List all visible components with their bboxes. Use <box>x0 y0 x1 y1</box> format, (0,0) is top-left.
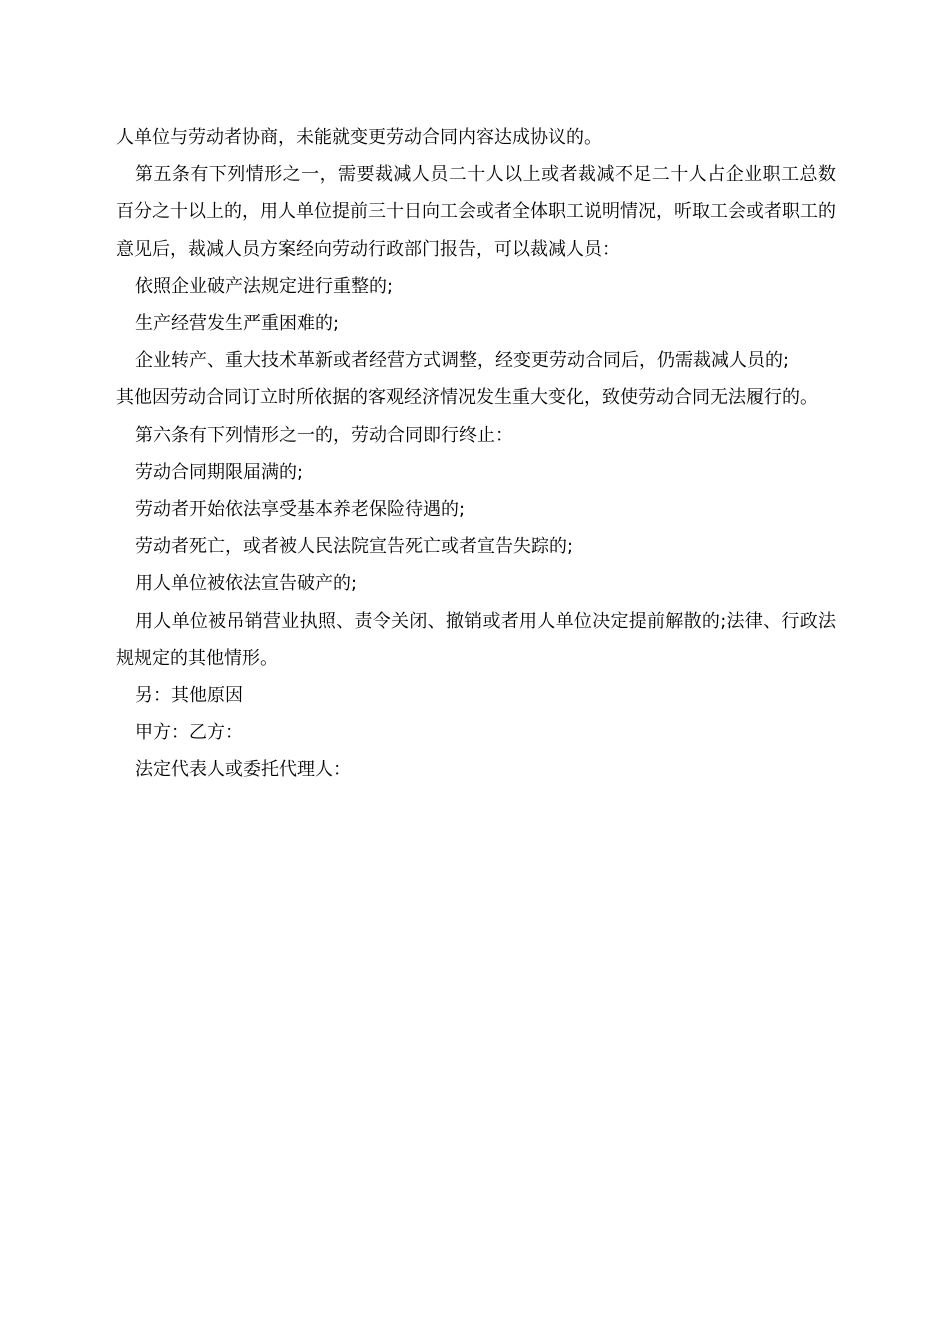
paragraph-article-6: 第六条有下列情形之一的，劳动合同即行终止： <box>135 424 513 446</box>
paragraph-parties: 甲方：乙方： <box>135 722 243 744</box>
paragraph-item-pension: 劳动者开始依法享受基本养老保险待遇的; <box>135 499 466 521</box>
paragraph-representative: 法定代表人或委托代理人： <box>135 759 351 781</box>
paragraph-item-difficulty: 生产经营发生严重困难的; <box>135 313 340 335</box>
paragraph-item-bankruptcy: 用人单位被依法宣告破产的; <box>135 573 358 595</box>
paragraph-continuation: 人单位与劳动者协商，未能就变更劳动合同内容达成协议的。 <box>116 127 602 148</box>
paragraph-item-license-revoked: 用人单位被吊销营业执照、责令关闭、撤销或者用人单位决定提前解散的;法律、行政法规规定的其他情形。 <box>116 610 836 669</box>
paragraph-item-transformation: 企业转产、重大技术革新或者经营方式调整，经变更劳动合同后，仍需裁减人员的; <box>135 350 790 372</box>
paragraph-article-5: 第五条有下列情形之一，需要裁减人员二十人以上或者裁减不足二十人占企业职工总数百分之十以上的，用人单位提前三十日向工会或者全体职工说明情况，听取工会或者职工的意见后，裁减人员方案经向劳动行政部门报告，可以裁减人员： <box>116 164 836 260</box>
paragraph-other-reasons: 另：其他原因 <box>135 685 243 707</box>
paragraph-item-reorganization: 依照企业破产法规定进行重整的; <box>135 275 394 297</box>
document-body <box>116 119 836 789</box>
paragraph-item-term-expired: 劳动合同期限届满的; <box>135 461 304 483</box>
paragraph-item-death: 劳动者死亡，或者被人民法院宣告死亡或者宣告失踪的; <box>135 536 574 558</box>
paragraph-item-economic-change: 其他因劳动合同订立时所依据的客观经济情况发生重大变化，致使劳动合同无法履行的。 <box>116 387 818 409</box>
